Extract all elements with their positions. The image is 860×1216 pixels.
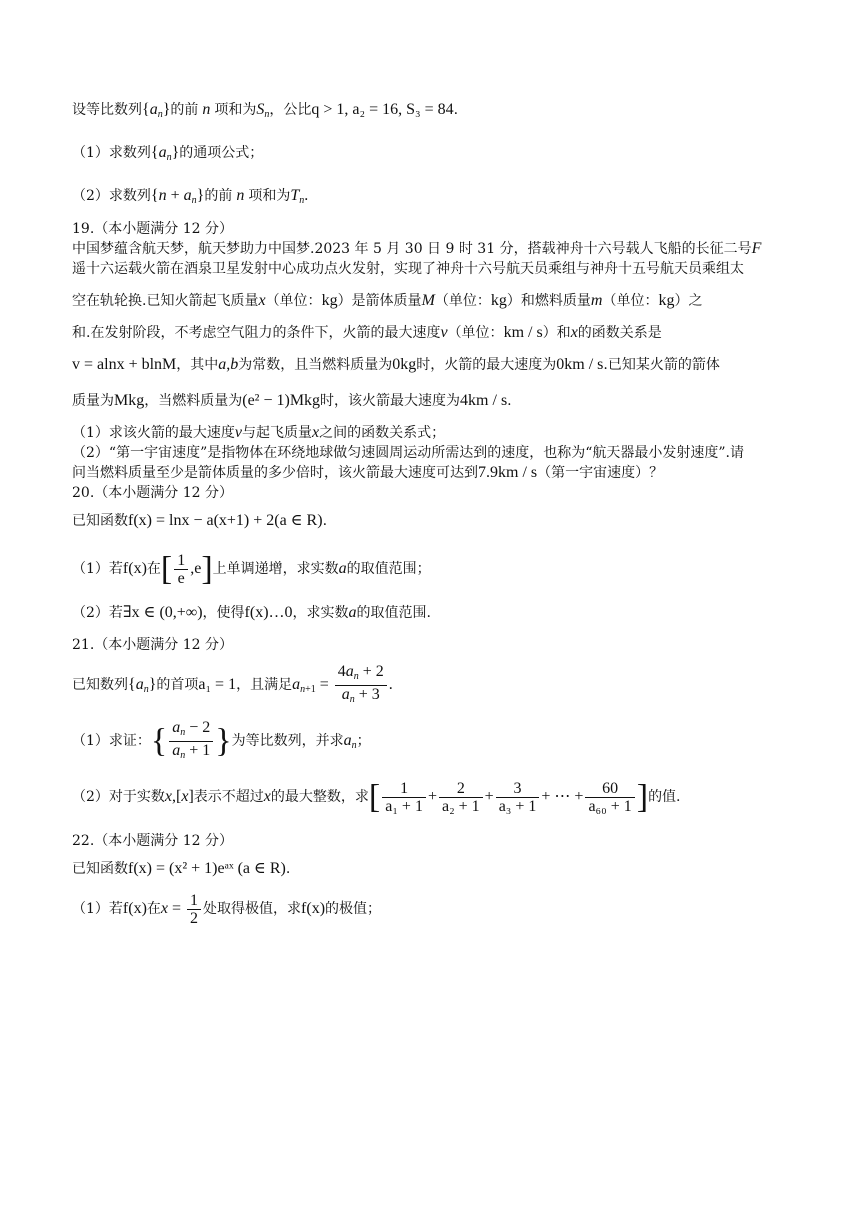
q21-part2-text-b: 表示不超过	[193, 789, 264, 805]
q22-stem: 已知函数f(x) = (x² + 1)eᵃˣ (a ∈ R).	[72, 860, 291, 877]
q22-part1-text-b: 在	[146, 901, 161, 917]
q20-stem: 已知函数f(x) = lnx − a(x+1) + 2(a ∈ R).	[72, 512, 328, 529]
q19-p6-text-c: 时，该火箭最大速度为	[320, 393, 461, 409]
q20-part2: （2）若∃x ∈ (0,+∞)，使得f(x)…0，求实数a的取值范围.	[72, 604, 431, 621]
q18-part2: （2）求数列$\{n + a_n\}$的前 n 项和为$T_n$.	[72, 187, 309, 206]
q19-p5: v = alnx + blnM，其中a,b为常数，且当燃料质量为0kg时，火箭的最大速度为0km / s.已知某火箭的箭体	[72, 356, 720, 373]
q18-part2-text-c: 项和为	[248, 188, 291, 204]
q19-p3-text-f: （单位：	[602, 293, 659, 309]
q21-part1-text-c: ；	[356, 733, 371, 750]
q18-part2-text-b: 的前	[204, 188, 233, 204]
q21-stem-text-c: ，且满足	[236, 677, 293, 694]
q19-p3-text-c: ）是箭体质量	[337, 293, 422, 309]
q19-p4-text-d: 的函数关系是	[577, 325, 662, 341]
q21-stem: 已知数列$\{a_n\}$的首项a₁ = 1，且满足$a_{n+1}$ = $\frac{4a_n + 2}{a_n + 3}$ .	[72, 663, 393, 705]
q19-mass-mkg: Mkg	[114, 392, 145, 409]
q19-p4-text-c: ）和	[542, 325, 571, 341]
q19-p1-end: F	[751, 240, 762, 257]
q19-p3-text-a: 空在轨轮换.已知火箭起飞质量	[72, 293, 259, 309]
q19-unit-kg-2: kg	[490, 292, 507, 309]
q19-unit-kms: km / s	[503, 324, 543, 341]
q18-condition: q > 1, a₂ = 16, S₃ = 84	[311, 101, 454, 118]
q22-part1: （1）若f(x)在x = $\frac{1}{2}$ 处取得极值，求f(x)的极值；	[72, 891, 382, 927]
q19-formula: v = alnx + blnM	[72, 356, 177, 373]
q22-stem-text: 已知函数	[72, 861, 128, 877]
sum-denominator-2: a₂ + 1	[441, 797, 480, 815]
q18-stem-text-d: ，公比	[269, 102, 312, 118]
q19-p6-text-a: 质量为	[72, 393, 114, 409]
q19-p3: 空在轨轮换.已知火箭起飞质量x（单位：kg）是箭体质量M（单位：kg）和燃料质量m（单位：kg）之	[72, 292, 703, 309]
q19-part1-text-c: 之间的函数关系式；	[319, 425, 446, 441]
q19-p4-text-a: 和.在发射阶段，不考虑空气阻力的条件下，火箭的最大速度	[72, 325, 441, 341]
sum-numerator-3: 3	[496, 780, 540, 798]
sum-denominator-1: a₁ + 1	[385, 797, 423, 815]
q20-part1-text-a: （1）若	[72, 561, 123, 577]
q20-part2-text-a: （2）若	[72, 605, 123, 621]
q22-header: 22.（本小题满分 12 分）	[72, 833, 233, 849]
q20-part2-text-b: ，使得	[202, 605, 245, 621]
q20-part2-cond: ∃x ∈ (0,+∞)	[122, 604, 203, 621]
q21-part1: （1）求证：{ $\frac{a_n - 2}{a_n + 1}$ }为等比数列，并求$a_n$；	[72, 719, 371, 761]
sum-numerator-60: 60	[585, 780, 634, 798]
q19-part2b	[72, 463, 792, 483]
q19-p6-text-b: ，当燃料质量为	[144, 393, 243, 409]
q19-p3-text-g: ）之	[674, 293, 703, 309]
q20-part1-text-d: 的取值范围；	[346, 561, 431, 577]
q19-p2: 遥十六运载火箭在酒泉卫星发射中心成功点火发射，实现了神舟十六号航天员乘组与神舟十五号航天员乘组太	[72, 261, 744, 277]
q20-part1-text-c: 上单调递增，求实数	[212, 561, 339, 577]
q18-stem-text-a: 设等比数列	[72, 102, 142, 118]
sum-ellipsis: + ⋯ +	[541, 788, 584, 805]
q18-part2-text-a: （2）求数列	[72, 188, 151, 204]
q20-header: 20.（本小题满分 12 分）	[72, 485, 233, 501]
q21-part2-text-d: 的值.	[648, 789, 681, 805]
q18-stem-text-b: 的前	[170, 102, 199, 118]
q19-part1-text-a: （1）求该火箭的最大速度	[72, 425, 235, 441]
q20-part2-ineq: f(x)…0	[244, 604, 293, 621]
q19-unit-kg-1: kg	[321, 292, 338, 309]
q20-part1-text-b: 在	[146, 561, 161, 577]
sum-denominator-3: a₃ + 1	[498, 797, 537, 815]
q19-p5-text-a: ，其中	[176, 357, 219, 373]
q22-part1-text-a: （1）若	[72, 901, 123, 917]
q22-part1-text-d: 的极值；	[325, 901, 382, 917]
q19-four-kms: 4km / s	[460, 392, 508, 409]
q19-p3-text-b: （单位：	[265, 293, 322, 309]
q22-stem-formula: f(x) = (x² + 1)eᵃˣ (a ∈ R)	[128, 860, 286, 877]
q19-part2b-text-a: 问当燃料质量至少是箭体质量的多少倍时，该火箭最大速度可达到	[72, 465, 478, 481]
q19-e2-minus-1: (e² − 1)	[242, 392, 290, 409]
q19-p5-text-c: 时，火箭的最大速度为	[416, 357, 557, 373]
q19-part2: （2）“第一宇宙速度”是指物体在环绕地球做匀速圆周运动所需达到的速度，也称为“航天器最小发射速度”.请	[72, 445, 744, 461]
q18-part1: （1）求数列$\{a_n\}$的通项公式；	[72, 144, 264, 163]
q19-p1-text: 中国梦蕴含航天梦，航天梦助力中国梦.2023 年 5 月 30 日 9 时 31 分，搭载神舟十六号载人飞船的长征二号	[72, 241, 752, 257]
q19-p3-text-e: ）和燃料质量	[506, 293, 591, 309]
q19-zero-kg: 0kg	[392, 356, 417, 373]
q22-part1-fx: f(x)	[122, 900, 147, 917]
q21-a1: a₁ = 1	[198, 676, 237, 694]
q19-p3-text-d: （单位：	[434, 293, 491, 309]
q19-part1-text-b: 与起飞质量	[242, 425, 313, 441]
q22-part1-fx-2: f(x)	[301, 900, 326, 917]
q19-unit-kg-3: kg	[658, 292, 675, 309]
q19-p4: 和.在发射阶段，不考虑空气阻力的条件下，火箭的最大速度v（单位：km / s）和x的函数关系是	[72, 324, 662, 341]
sum-denominator-60: a₆₀ + 1	[588, 797, 632, 815]
q21-stem-text-b: 的首项	[156, 677, 199, 694]
q20-part1-fx: f(x)	[122, 560, 147, 577]
q21-part2: （2）对于实数x,[x]表示不超过x的最大整数，求[ $\frac{1}{\text{a₁ + 1}}$ + $\frac{2}{\text{a₂ + 1}}$ + $\frac{3}{\text{a₃ + 1}}$ + ⋯ + $\frac{60}{\text{a₆₀ + 1}}$ ]的值.	[72, 778, 681, 816]
sum-numerator-1: 1	[382, 780, 426, 798]
q19-part2b-text-b: （第一宇宙速度）？	[537, 465, 664, 481]
q21-part1-text-b: 为等比数列，并求	[231, 733, 344, 750]
q18-part1-text-b: 的通项公式；	[179, 145, 264, 161]
q18-part1-text-a: （1）求数列	[72, 145, 151, 161]
q20-part1: （1）若f(x)在[ $\frac{1}{e}$ ,e]上单调递增，求实数a的取值范围；	[72, 550, 431, 588]
q19-p6	[72, 391, 792, 411]
q19-speed: 7.9km / s	[478, 464, 538, 481]
q19-mass-mkg-2: Mkg	[289, 392, 321, 409]
q18-stem: 设等比数列$\{a_n\}$的前 n 项和为$S_n$，公比q > 1, a₂ = 16, S₃ = 84.	[72, 101, 459, 120]
q21-part2-text-c: 的最大整数，求	[270, 789, 369, 805]
q19-p4-text-b: （单位：	[447, 325, 504, 341]
q21-part1-text-a: （1）求证：	[72, 733, 151, 750]
q21-part2-text-a: （2）对于实数	[72, 789, 165, 805]
q21-header: 21.（本小题满分 12 分）	[72, 637, 233, 653]
sum-numerator-2: 2	[439, 780, 483, 798]
q19-p1	[72, 239, 792, 259]
q19-p5-text-b: 为常数，且当燃料质量为	[238, 357, 393, 373]
q19-p5-text-d: .已知某火箭的箭体	[603, 357, 720, 373]
exam-page	[72, 100, 792, 931]
q19-part1: （1）求该火箭的最大速度v与起飞质量x之间的函数关系式；	[72, 424, 446, 441]
q19-p6-text-d: .	[507, 393, 512, 409]
q21-stem-text-a: 已知数列	[72, 677, 128, 694]
q19-header: 19.（本小题满分 12 分）	[72, 221, 233, 237]
q19-zero-kms: 0km / s	[556, 356, 604, 373]
q20-stem-text: 已知函数	[72, 513, 128, 529]
q22-part1-text-c: 处取得极值，求	[203, 901, 302, 917]
q18-stem-text-c: 项和为	[214, 102, 257, 118]
q20-stem-formula: f(x) = lnx − a(x+1) + 2(a ∈ R)	[128, 512, 323, 529]
q20-part2-text-c: ，求实数	[292, 605, 349, 621]
q20-part2-text-d: 的取值范围.	[356, 605, 431, 621]
